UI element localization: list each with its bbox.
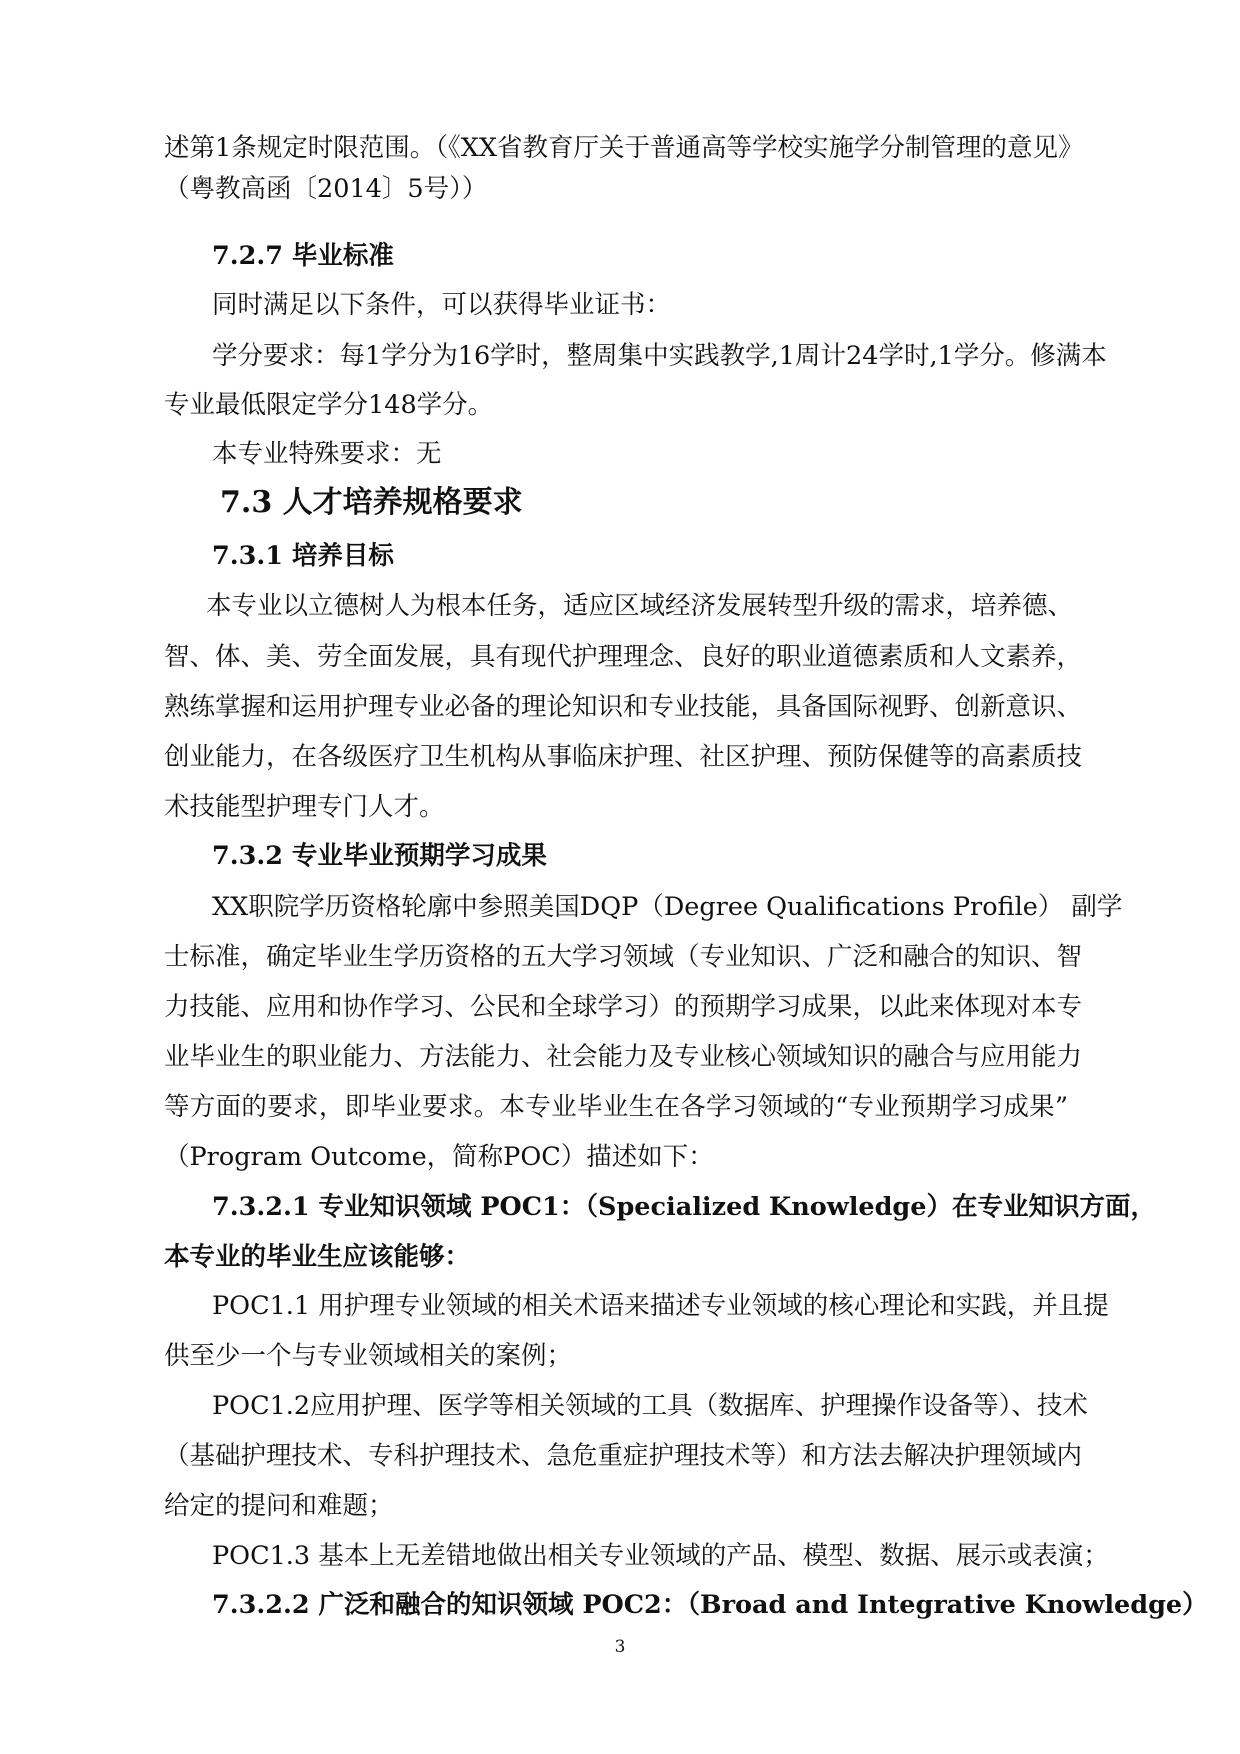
text-line: 本专业以立德树人为根本任务，适应区域经济发展转型升级的需求，培养德、 <box>206 591 1074 621</box>
text-line: 等方面的要求，即毕业要求。本专业毕业生在各学习领域的“专业预期学习成果” <box>164 1092 1068 1122</box>
section-heading-7-3-2-2: 7.3.2.2 广泛和融合的知识领域 POC2：（Broad and Integrative Knowledge） <box>212 1590 1208 1620</box>
text-line: 同时满足以下条件，可以获得毕业证书： <box>212 290 672 320</box>
text-line: 术技能型护理专门人才。 <box>164 792 445 822</box>
text-line: 学分要求：每1学分为16学时，整周集中实践教学,1周计24学时,1学分。修满本 <box>212 341 1107 371</box>
text-line: 力技能、应用和协作学习、公民和全球学习）的预期学习成果，以此来体现对本专 <box>164 992 1083 1022</box>
text-line: 专业最低限定学分148学分。 <box>164 390 494 420</box>
section-heading-7-3: 7.3 人才培养规格要求 <box>220 485 523 520</box>
text-line: 供至少一个与专业领域相关的案例； <box>164 1341 573 1371</box>
section-heading-7-3-2-1: 7.3.2.1 专业知识领域 POC1：（Specialized Knowledge）在专业知识方面， <box>212 1192 1156 1222</box>
text-line: （粤教高函〔2014〕5号）） <box>164 174 488 204</box>
section-heading-7-2-7: 7.2.7 毕业标准 <box>212 241 394 271</box>
text-line: 士标准，确定毕业生学历资格的五大学习领域（专业知识、广泛和融合的知识、智 <box>164 942 1083 972</box>
section-heading-7-3-1: 7.3.1 培养目标 <box>212 541 394 571</box>
page-number: 3 <box>614 1637 626 1657</box>
text-line: 熟练掌握和运用护理专业必备的理论知识和专业技能，具备国际视野、创新意识、 <box>164 692 1083 722</box>
text-line: 本专业特殊要求：无 <box>212 439 442 469</box>
text-line: POC1.1 用护理专业领域的相关术语来描述专业领域的核心理论和实践，并且提 <box>212 1291 1109 1321</box>
text-line: 智、体、美、劳全面发展，具有现代护理理念、良好的职业道德素质和人文素养， <box>164 642 1083 672</box>
text-line: POC1.3 基本上无差错地做出相关专业领域的产品、模型、数据、展示或表演； <box>212 1541 1109 1571</box>
text-line: 创业能力，在各级医疗卫生机构从事临床护理、社区护理、预防保健等的高素质技 <box>164 742 1083 772</box>
text-line: XX职院学历资格轮廓中参照美国DQP（Degree Qualifications Profile） 副学 <box>212 892 1123 922</box>
section-heading-7-3-2: 7.3.2 专业毕业预期学习成果 <box>212 841 547 871</box>
text-line: 述第1条规定时限范围。（《XX省教育厅关于普通高等学校实施学分制管理的意见》 <box>164 133 1084 163</box>
section-heading-7-3-2-1-cont: 本专业的毕业生应该能够： <box>164 1242 471 1272</box>
text-line: POC1.2应用护理、医学等相关领域的工具（数据库、护理操作设备等）、技术 <box>212 1391 1088 1421</box>
text-line: 业毕业生的职业能力、方法能力、社会能力及专业核心领域知识的融合与应用能力 <box>164 1042 1083 1072</box>
text-line: 给定的提问和难题； <box>164 1491 394 1521</box>
text-line: （Program Outcome，简称POC）描述如下： <box>164 1142 714 1172</box>
text-line: （基础护理技术、专科护理技术、急危重症护理技术等）和方法去解决护理领域内 <box>164 1441 1083 1471</box>
